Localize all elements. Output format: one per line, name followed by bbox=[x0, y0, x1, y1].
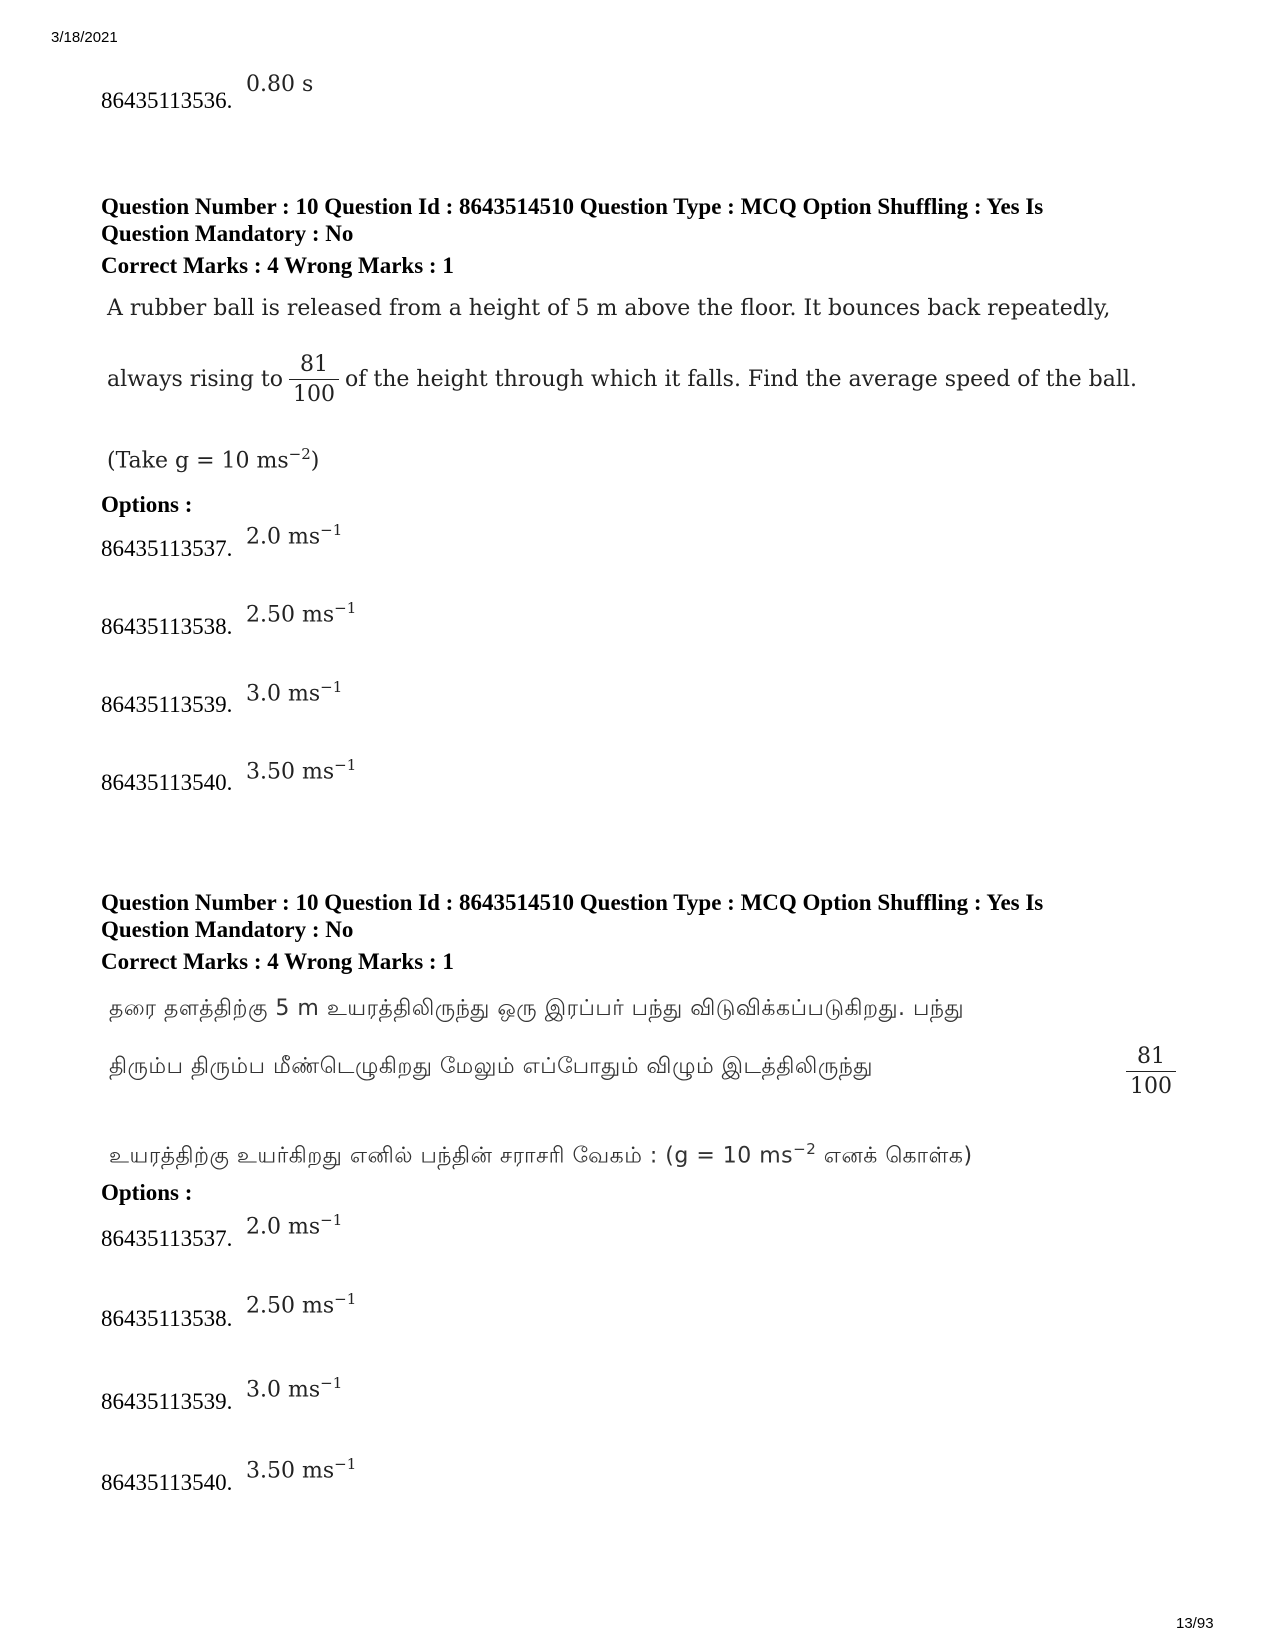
option-id: 86435113540. bbox=[101, 770, 233, 795]
option-value: 2.50 $ms^{-1}$ bbox=[246, 599, 357, 628]
question-text-line1: தரை தளத்திற்கு 5 m உயரத்திலிருந்து ஒரு இரப்பர் பந்து விடுவிக்கப்படுகிறது. பந்து bbox=[109, 996, 965, 1021]
question-text-line2 bbox=[107, 352, 1137, 407]
given-close: ) bbox=[310, 448, 320, 474]
given-close: எனக் கொள்க) bbox=[823, 1143, 973, 1169]
question-meta-line1: Question Number : 10 Question Id : 8643514510 Question Type : MCQ Option Shuffling : Yes Is bbox=[101, 890, 1044, 915]
exponent: −2 bbox=[793, 1140, 817, 1158]
print-date: 3/18/2021 bbox=[51, 29, 118, 46]
option-id: 86435113539. bbox=[101, 692, 233, 717]
option-value: 2.0 $ms^{-1}$ bbox=[246, 1211, 343, 1240]
option-id: 86435113537. bbox=[101, 1226, 233, 1251]
question-meta-line2: Question Mandatory : No bbox=[101, 917, 354, 942]
page-number: 13/93 bbox=[1176, 1615, 1214, 1632]
question-text-line3 bbox=[109, 1140, 1189, 1171]
question-text-line2-start: always rising to bbox=[107, 367, 284, 392]
question-text-line1: A rubber ball is released from a height of 5 m above the floor. It bounces back repeatedly, bbox=[107, 296, 1111, 321]
question-text-line3 bbox=[107, 445, 319, 473]
fraction bbox=[1126, 1044, 1176, 1099]
option-value: 2.50 $ms^{-1}$ bbox=[246, 1290, 357, 1319]
option-value: 0.80 s bbox=[246, 72, 314, 97]
question-meta-line2: Question Mandatory : No bbox=[101, 221, 354, 246]
question-text-line2-end: of the height through which it falls. Find the average speed of the ball. bbox=[345, 367, 1137, 392]
option-id: 86435113538. bbox=[101, 614, 233, 639]
exponent: −2 bbox=[288, 445, 311, 463]
option-value: 3.0 $ms^{-1}$ bbox=[246, 678, 343, 707]
option-id: 86435113538. bbox=[101, 1306, 233, 1331]
option-value: 3.0 $ms^{-1}$ bbox=[246, 1374, 343, 1403]
options-label: Options : bbox=[101, 1180, 193, 1205]
option-id: 86435113537. bbox=[101, 536, 233, 561]
fraction bbox=[289, 352, 339, 407]
option-value: 3.50 $ms^{-1}$ bbox=[246, 756, 357, 785]
option-value: 2.0 $ms^{-1}$ bbox=[246, 521, 343, 550]
fraction-denominator: 100 bbox=[289, 379, 339, 407]
fraction-numerator: 81 bbox=[1137, 1044, 1165, 1069]
option-id: 86435113536. bbox=[101, 88, 233, 113]
option-value: 3.50 $ms^{-1}$ bbox=[246, 1455, 357, 1484]
fraction-denominator: 100 bbox=[1126, 1071, 1176, 1099]
given-text: உயரத்திற்கு உயர்கிறது எனில் பந்தின் சராசரி வேகம் : (g = 10 ms bbox=[109, 1143, 794, 1169]
question-marks: Correct Marks : 4 Wrong Marks : 1 bbox=[101, 253, 454, 278]
fraction-numerator: 81 bbox=[300, 352, 329, 377]
option-id: 86435113539. bbox=[101, 1389, 233, 1414]
option-id: 86435113540. bbox=[101, 1470, 233, 1495]
options-label: Options : bbox=[101, 492, 193, 517]
question-meta-line1: Question Number : 10 Question Id : 8643514510 Question Type : MCQ Option Shuffling : Yes Is bbox=[101, 194, 1044, 219]
given-text: (Take g = 10 ms bbox=[107, 448, 289, 474]
question-marks: Correct Marks : 4 Wrong Marks : 1 bbox=[101, 949, 454, 974]
question-text-line2: திரும்ப திரும்ப மீண்டெழுகிறது மேலும் எப்போதும் விழும் இடத்திலிருந்து bbox=[109, 1054, 873, 1079]
